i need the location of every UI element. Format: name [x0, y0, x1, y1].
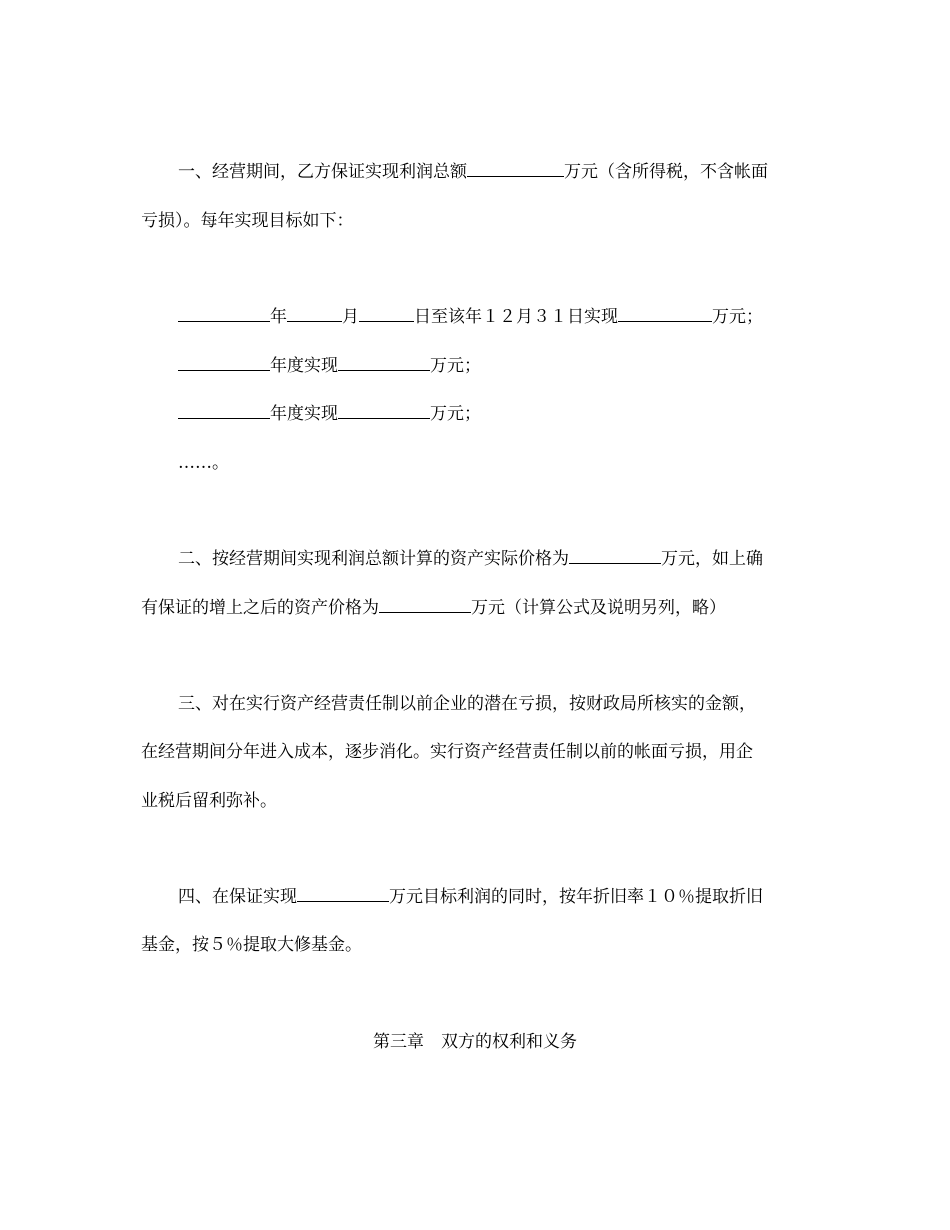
start-day-blank — [359, 305, 414, 322]
chapter-title: 第三章 双方的权利和义务 — [373, 1032, 577, 1052]
target-row-2 — [178, 354, 850, 378]
actual-price-blank — [569, 547, 661, 564]
profit-total-blank — [467, 160, 564, 177]
clause-2-line-2 — [141, 596, 813, 620]
clause-2-text-a: 二、按经营期间实现利润总额计算的资产实际价格为 — [178, 549, 569, 569]
target-ellipsis: ……。 — [178, 453, 229, 473]
clause-2-text-c: 有保证的增上之后的资产价格为 — [141, 598, 379, 618]
target-row-3 — [178, 402, 850, 426]
clause-1-text-b: 万元（含所得税，不含帐面 — [564, 162, 768, 182]
clause-3-line-2: 在经营期间分年进入成本，逐步消化。实行资产经营责任制以前的帐面亏损，用企 — [141, 742, 753, 762]
target-row-1 — [178, 305, 850, 329]
clause-4-text-a: 四、在保证实现 — [178, 887, 297, 907]
adjusted-price-blank — [379, 596, 471, 613]
target-row-1-text: 日至该年１２月３１日实现 — [414, 307, 618, 327]
clause-1-text-a: 一、经营期间，乙方保证实现利润总额 — [178, 162, 467, 182]
clause-2-line-1 — [178, 547, 850, 571]
target-profit-blank — [297, 885, 389, 902]
target-row-2-unit: 万元； — [430, 356, 481, 376]
target-row-3-text: 年度实现 — [270, 404, 338, 424]
clause-2-text-d: 万元（计算公式及说明另列，略） — [471, 598, 726, 618]
start-month-blank — [287, 305, 342, 322]
year-blank-3 — [178, 402, 270, 419]
amount-blank-2 — [338, 354, 430, 371]
target-row-3-unit: 万元； — [430, 404, 481, 424]
clause-3-line-3: 业税后留利弥补。 — [141, 791, 277, 811]
clause-4-text-b: 万元目标利润的同时，按年折旧率１０％提取折旧 — [389, 887, 763, 907]
clause-1-line-1 — [178, 160, 850, 184]
target-row-1-unit: 万元； — [712, 307, 763, 327]
target-row-1-month: 月 — [342, 307, 359, 327]
first-year-amount-blank — [618, 305, 712, 322]
amount-blank-3 — [338, 402, 430, 419]
start-year-blank — [178, 305, 270, 322]
clause-3-line-1: 三、对在实行资产经营责任制以前企业的潜在亏损，按财政局所核实的金额， — [178, 694, 756, 714]
clause-4-line-2: 基金，按５％提取大修基金。 — [141, 935, 362, 955]
clause-4-line-1 — [178, 885, 850, 909]
year-blank-2 — [178, 354, 270, 371]
clause-2-text-b: 万元，如上确 — [661, 549, 763, 569]
target-row-1-year: 年 — [270, 307, 287, 327]
clause-1-line-2: 亏损）。每年实现目标如下： — [141, 211, 354, 231]
target-row-2-text: 年度实现 — [270, 356, 338, 376]
